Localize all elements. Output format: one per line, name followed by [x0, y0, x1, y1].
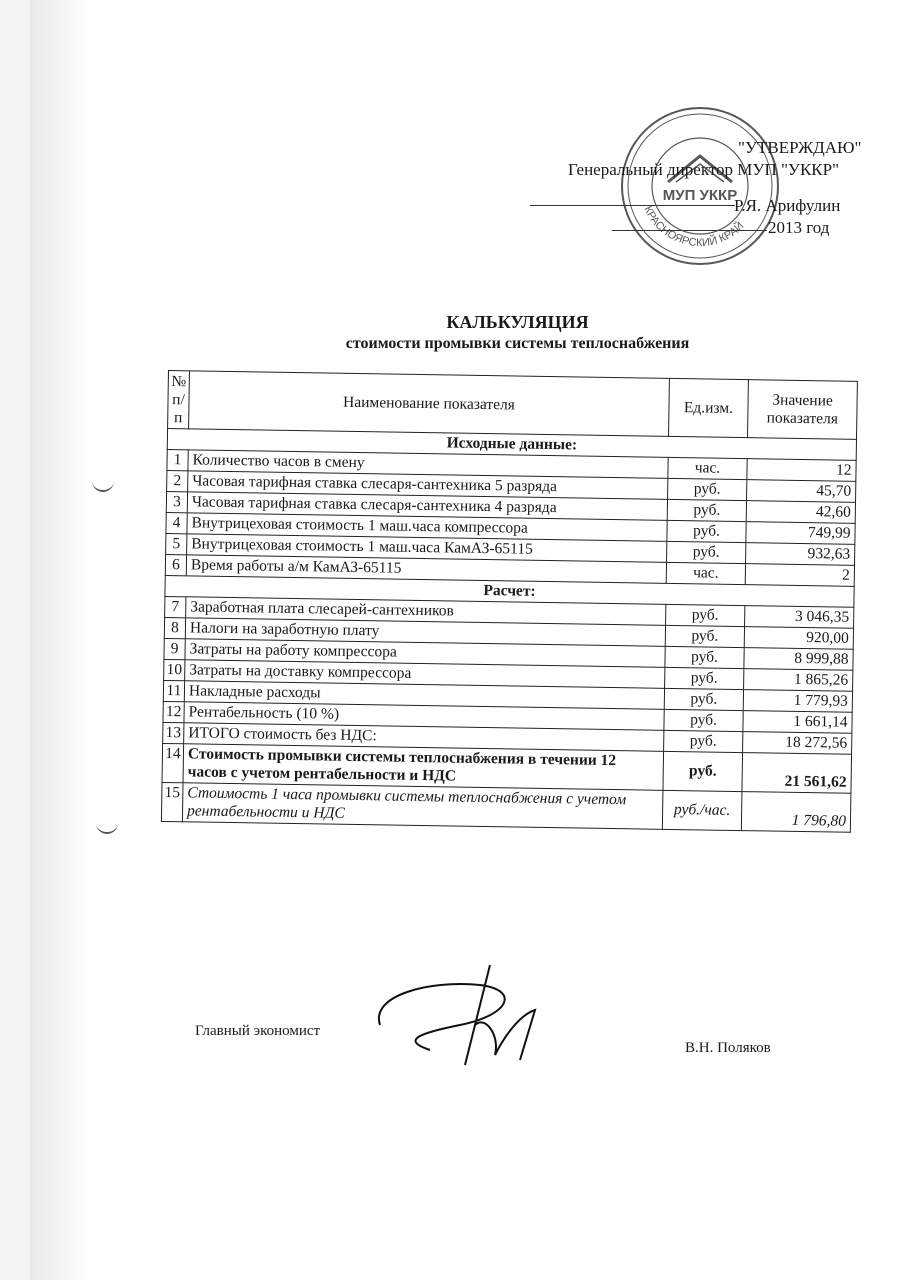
header-num: № п/п	[168, 371, 190, 429]
document-title: КАЛЬКУЛЯЦИЯ	[446, 312, 589, 332]
row-number: 3	[166, 491, 187, 512]
date-line	[612, 230, 767, 231]
row-number: 11	[163, 680, 184, 701]
row-value: 45,70	[747, 480, 856, 503]
approval-year: 2013 год	[768, 218, 830, 237]
row-unit: руб.	[665, 667, 744, 689]
row-number: 10	[164, 659, 185, 680]
calculation-table	[161, 370, 858, 833]
row-indicator-name: Часовая тарифная ставка слесаря-сантехника 4 разряда	[187, 492, 667, 521]
row-indicator-name: Внутрицеховая стоимость 1 маш.часа КамАЗ-65115	[187, 534, 667, 563]
row-indicator-name: Рентабельность (10 %)	[184, 702, 664, 731]
row-unit: час.	[666, 562, 745, 584]
document-subtitle: стоимости промывки системы теплоснабжения	[345, 335, 690, 352]
row-number: 5	[166, 533, 187, 554]
row-indicator-name: Затраты на доставку компрессора	[185, 660, 665, 689]
row-unit: руб.	[667, 499, 746, 521]
row-indicator-name: Время работы а/м КамАЗ-65115	[186, 555, 666, 584]
round-seal-stamp	[618, 104, 782, 268]
row-indicator-name: Стоимость 1 часа промывки системы теплоснабжения с учетом рентабельности и НДС	[182, 783, 663, 830]
row-number: 13	[163, 722, 184, 743]
row-number: 14	[162, 743, 184, 782]
row-number: 1	[167, 449, 188, 470]
section-calculation: Расчет:	[165, 575, 854, 607]
row-value: 932,63	[746, 543, 855, 566]
handwritten-signature	[370, 955, 560, 1070]
row-value: 1 796,80	[741, 792, 851, 833]
row-indicator-name: Налоги на заработную плату	[185, 618, 665, 647]
row-unit: руб.	[664, 709, 743, 731]
row-value: 1 865,26	[744, 669, 853, 692]
row-value: 21 561,62	[742, 753, 852, 794]
row-indicator-name: Часовая тарифная ставка слесаря-сантехника 5 разряда	[188, 471, 668, 500]
row-indicator-name: Количество часов в смену	[188, 450, 668, 479]
signatory-position: Главный экономист	[195, 1023, 321, 1039]
row-unit: руб./час.	[662, 790, 742, 830]
page-shadow	[30, 0, 90, 1280]
row-indicator-name: Стоимость промывки системы теплоснабжения в течении 12 часов с учетом рентабельности и НДС	[183, 744, 664, 791]
row-value: 12	[747, 459, 856, 482]
row-number: 8	[164, 617, 185, 638]
row-indicator-name: Затраты на работу компрессора	[185, 639, 665, 668]
row-indicator-name: Накладные расходы	[184, 681, 664, 710]
row-value: 3 046,35	[745, 606, 854, 629]
svg-text:КРАСНОЯРСКИЙ КРАЙ	[641, 204, 746, 249]
header-name: Наименование показателя	[189, 371, 670, 437]
approval-position: Генеральный директор МУП "УККР"	[568, 160, 840, 179]
signature-line	[530, 205, 735, 206]
stamp-center-text: МУП УККР	[662, 187, 738, 204]
row-number: 7	[165, 596, 186, 617]
row-unit: руб.	[663, 751, 743, 791]
row-indicator-name: Заработная плата слесарей-сантехников	[186, 597, 666, 626]
row-unit: руб.	[668, 478, 747, 500]
row-number: 9	[164, 638, 185, 659]
calculation-table-wrap	[161, 370, 858, 833]
header-value: Значение показателя	[748, 380, 858, 440]
row-indicator-name: Внутрицеховая стоимость 1 маш.часа компрессора	[187, 513, 667, 542]
row-number: 6	[165, 554, 186, 575]
row-value: 42,60	[746, 501, 855, 524]
row-number: 15	[161, 782, 183, 821]
row-unit: час.	[668, 457, 747, 479]
approval-name: Р.Я. Арифулин	[734, 196, 841, 215]
row-indicator-name: ИТОГО стоимость без НДС:	[184, 723, 664, 752]
row-value: 1 779,93	[743, 690, 852, 713]
row-value: 8 999,88	[744, 648, 853, 671]
row-unit: руб.	[665, 646, 744, 668]
row-value: 18 272,56	[743, 732, 852, 755]
row-number: 12	[163, 701, 184, 722]
row-value: 920,00	[744, 627, 853, 650]
row-value: 749,99	[746, 522, 855, 545]
row-value: 1 661,14	[743, 711, 852, 734]
row-unit: руб.	[664, 688, 743, 710]
row-unit: руб.	[667, 541, 746, 563]
row-number: 2	[167, 470, 188, 491]
row-unit: руб.	[667, 520, 746, 542]
stamp-rim-text: КРАСНОЯРСКИЙ КРАЙ	[641, 204, 747, 250]
row-value: 2	[745, 564, 854, 587]
table-header-row	[168, 371, 858, 440]
row-unit: руб.	[664, 730, 743, 752]
section-initial-data: Исходные данные:	[167, 429, 856, 461]
row-unit: руб.	[666, 604, 745, 626]
row-unit: руб.	[665, 625, 744, 647]
signatory-name: В.Н. Поляков	[685, 1040, 771, 1056]
approval-heading: "УТВЕРЖДАЮ"	[738, 138, 862, 157]
row-number: 4	[166, 512, 187, 533]
header-unit: Ед.изм.	[669, 378, 749, 437]
